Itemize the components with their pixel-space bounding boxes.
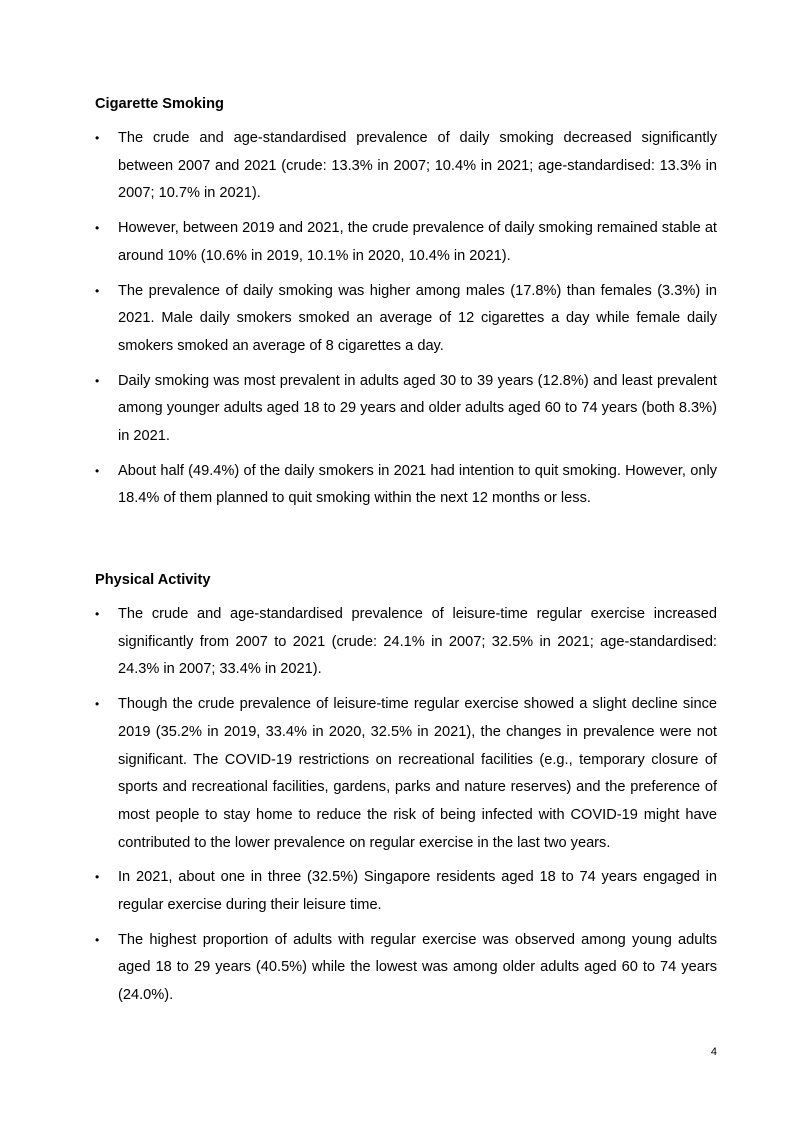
bullet-icon: • bbox=[95, 463, 100, 478]
section-heading: Physical Activity bbox=[95, 572, 211, 588]
list-item-text: The highest proportion of adults with regular exercise was observed among young adults aged 18 to 29 years (40.5%) while the lowest was among older adults aged 60 to 74 years (24.0%). bbox=[118, 931, 717, 1004]
bullet-list bbox=[95, 125, 717, 513]
list-item-text: The crude and age-standardised prevalence of leisure-time regular exercise increased significantly from 2007 to 2021 (crude: 24.1% in 2007; 32.5% in 2021; age-standardised: 24.3% in 2007; 33.4% in 2021). bbox=[118, 606, 717, 678]
list-item bbox=[95, 927, 717, 1010]
list-item-text: In 2021, about one in three (32.5%) Singapore residents aged 18 to 74 years engaged in regular exercise during their leisure time. bbox=[118, 869, 717, 914]
list-item-text: About half (49.4%) of the daily smokers in 2021 had intention to quit smoking. However, only 18.4% of them planned to quit smoking within the next 12 months or less. bbox=[118, 462, 717, 507]
list-item bbox=[95, 691, 717, 857]
list-item bbox=[95, 601, 717, 684]
list-item bbox=[95, 278, 717, 361]
list-item-text: Though the crude prevalence of leisure-time regular exercise showed a slight decline since 2019 (35.2% in 2019, 33.4% in 2020, 32.5% in 2021), the changes in prevalence were not significant. The COVID-19 restrictions on recreational facilities (e.g., temporary closure of sports and recreational facilities, gardens, parks and nature reserves) and the preference of most people to stay home to reduce the risk of being infected with COVID-19 might have contributed to the lower prevalence on regular exercise in the last two years. bbox=[118, 696, 717, 851]
list-item bbox=[95, 458, 717, 513]
bullet-icon: • bbox=[95, 131, 100, 145]
list-item bbox=[95, 864, 717, 919]
list-item-text: Daily smoking was most prevalent in adults aged 30 to 39 years (12.8%) and least prevalent among younger adults aged 18 to 29 years and older adults aged 60 to 74 years (both 8.3%) in 2021. bbox=[118, 372, 717, 445]
page-number: 4 bbox=[710, 1046, 717, 1058]
list-item bbox=[95, 368, 717, 451]
bullet-icon: • bbox=[95, 373, 100, 388]
list-item bbox=[95, 215, 717, 270]
bullet-icon: • bbox=[95, 870, 100, 885]
list-item-text: The prevalence of daily smoking was higher among males (17.8%) than females (3.3%) in 2021. Male daily smokers smoked an average of 12 cigarettes a day while female daily smokers smoked an average of 8 cigarettes a day. bbox=[118, 282, 717, 354]
bullet-icon: • bbox=[95, 607, 100, 621]
section-cigarette-smoking bbox=[95, 94, 717, 520]
section-heading: Cigarette Smoking bbox=[95, 96, 224, 112]
bullet-icon: • bbox=[95, 932, 100, 947]
list-item-text: The crude and age-standardised prevalence of daily smoking decreased significantly between 2007 and 2021 (crude: 13.3% in 2007; 10.4% in 2021; age-standardised: 13.3% in 2007; 10.7% in 2021). bbox=[118, 130, 717, 202]
bullet-list bbox=[95, 601, 717, 1010]
list-item-text: However, between 2019 and 2021, the crude prevalence of daily smoking remained stable at around 10% (10.6% in 2019, 10.1% in 2020, 10.4% in 2021). bbox=[118, 220, 717, 264]
bullet-icon: • bbox=[95, 697, 100, 712]
bullet-icon: • bbox=[95, 283, 100, 298]
bullet-icon: • bbox=[95, 221, 100, 236]
list-item bbox=[95, 125, 717, 208]
section-physical-activity bbox=[95, 570, 717, 1017]
